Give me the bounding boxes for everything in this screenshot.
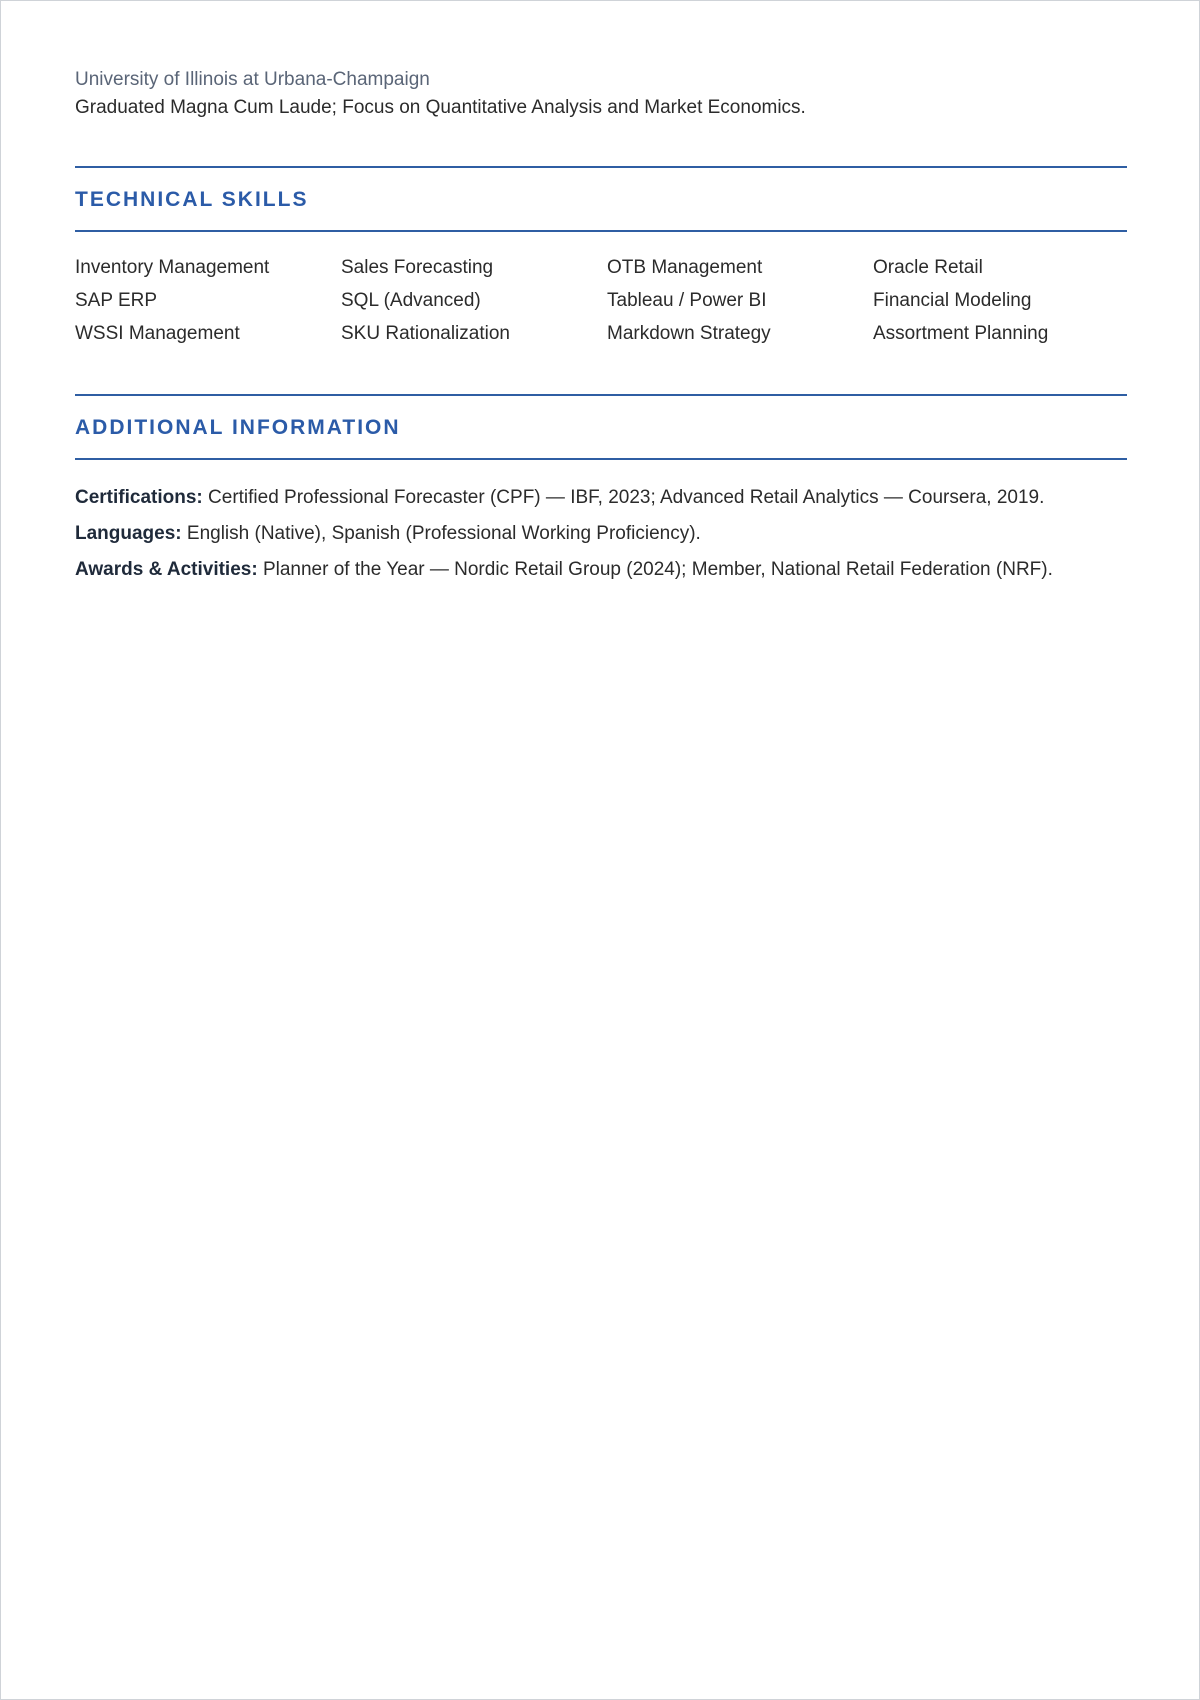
education-school: University of Illinois at Urbana-Champaign (75, 69, 430, 90)
languages-text: English (Native), Spanish (Professional Working Proficiency). (186, 523, 701, 544)
section-divider-top (75, 394, 1127, 396)
additional-information-heading: ADDITIONAL INFORMATION (75, 416, 401, 439)
skill-item: Sales Forecasting (341, 257, 494, 278)
skill-item: SQL (Advanced) (341, 290, 481, 311)
technical-skills-section (75, 166, 1127, 347)
certifications-label: Certifications: (75, 487, 203, 508)
skills-grid (75, 255, 1127, 347)
skill-item: Assortment Planning (873, 323, 1049, 344)
skill-item: Markdown Strategy (607, 323, 771, 344)
technical-skills-heading: TECHNICAL SKILLS (75, 188, 309, 211)
skill-item: SAP ERP (75, 290, 158, 311)
skill-item: OTB Management (607, 257, 763, 278)
skill-item: Tableau / Power BI (607, 290, 767, 311)
skill-item: SKU Rationalization (341, 323, 510, 344)
education-detail: Graduated Magna Cum Laude; Focus on Quantitative Analysis and Market Economics. (75, 97, 806, 118)
languages-line (75, 521, 1127, 547)
awards-text: Planner of the Year — Nordic Retail Group (2024); Member, National Retail Federation (NRF). (262, 559, 1053, 580)
skill-item: Financial Modeling (873, 290, 1032, 311)
awards-line (75, 557, 1127, 583)
education-block (75, 67, 1127, 121)
languages-label: Languages: (75, 523, 182, 544)
section-divider-bottom (75, 458, 1127, 460)
skill-item: Inventory Management (75, 257, 270, 278)
certifications-line (75, 485, 1127, 511)
additional-information-section (75, 394, 1127, 583)
skill-item: Oracle Retail (873, 257, 983, 278)
section-divider-bottom (75, 230, 1127, 232)
skill-item: WSSI Management (75, 323, 240, 344)
additional-information-list (75, 485, 1127, 583)
certifications-text: Certified Professional Forecaster (CPF) — IBF, 2023; Advanced Retail Analytics — Coursera, 2019. (208, 487, 1045, 508)
page-content (75, 67, 1127, 593)
section-divider-top (75, 166, 1127, 168)
awards-label: Awards & Activities: (75, 559, 258, 580)
